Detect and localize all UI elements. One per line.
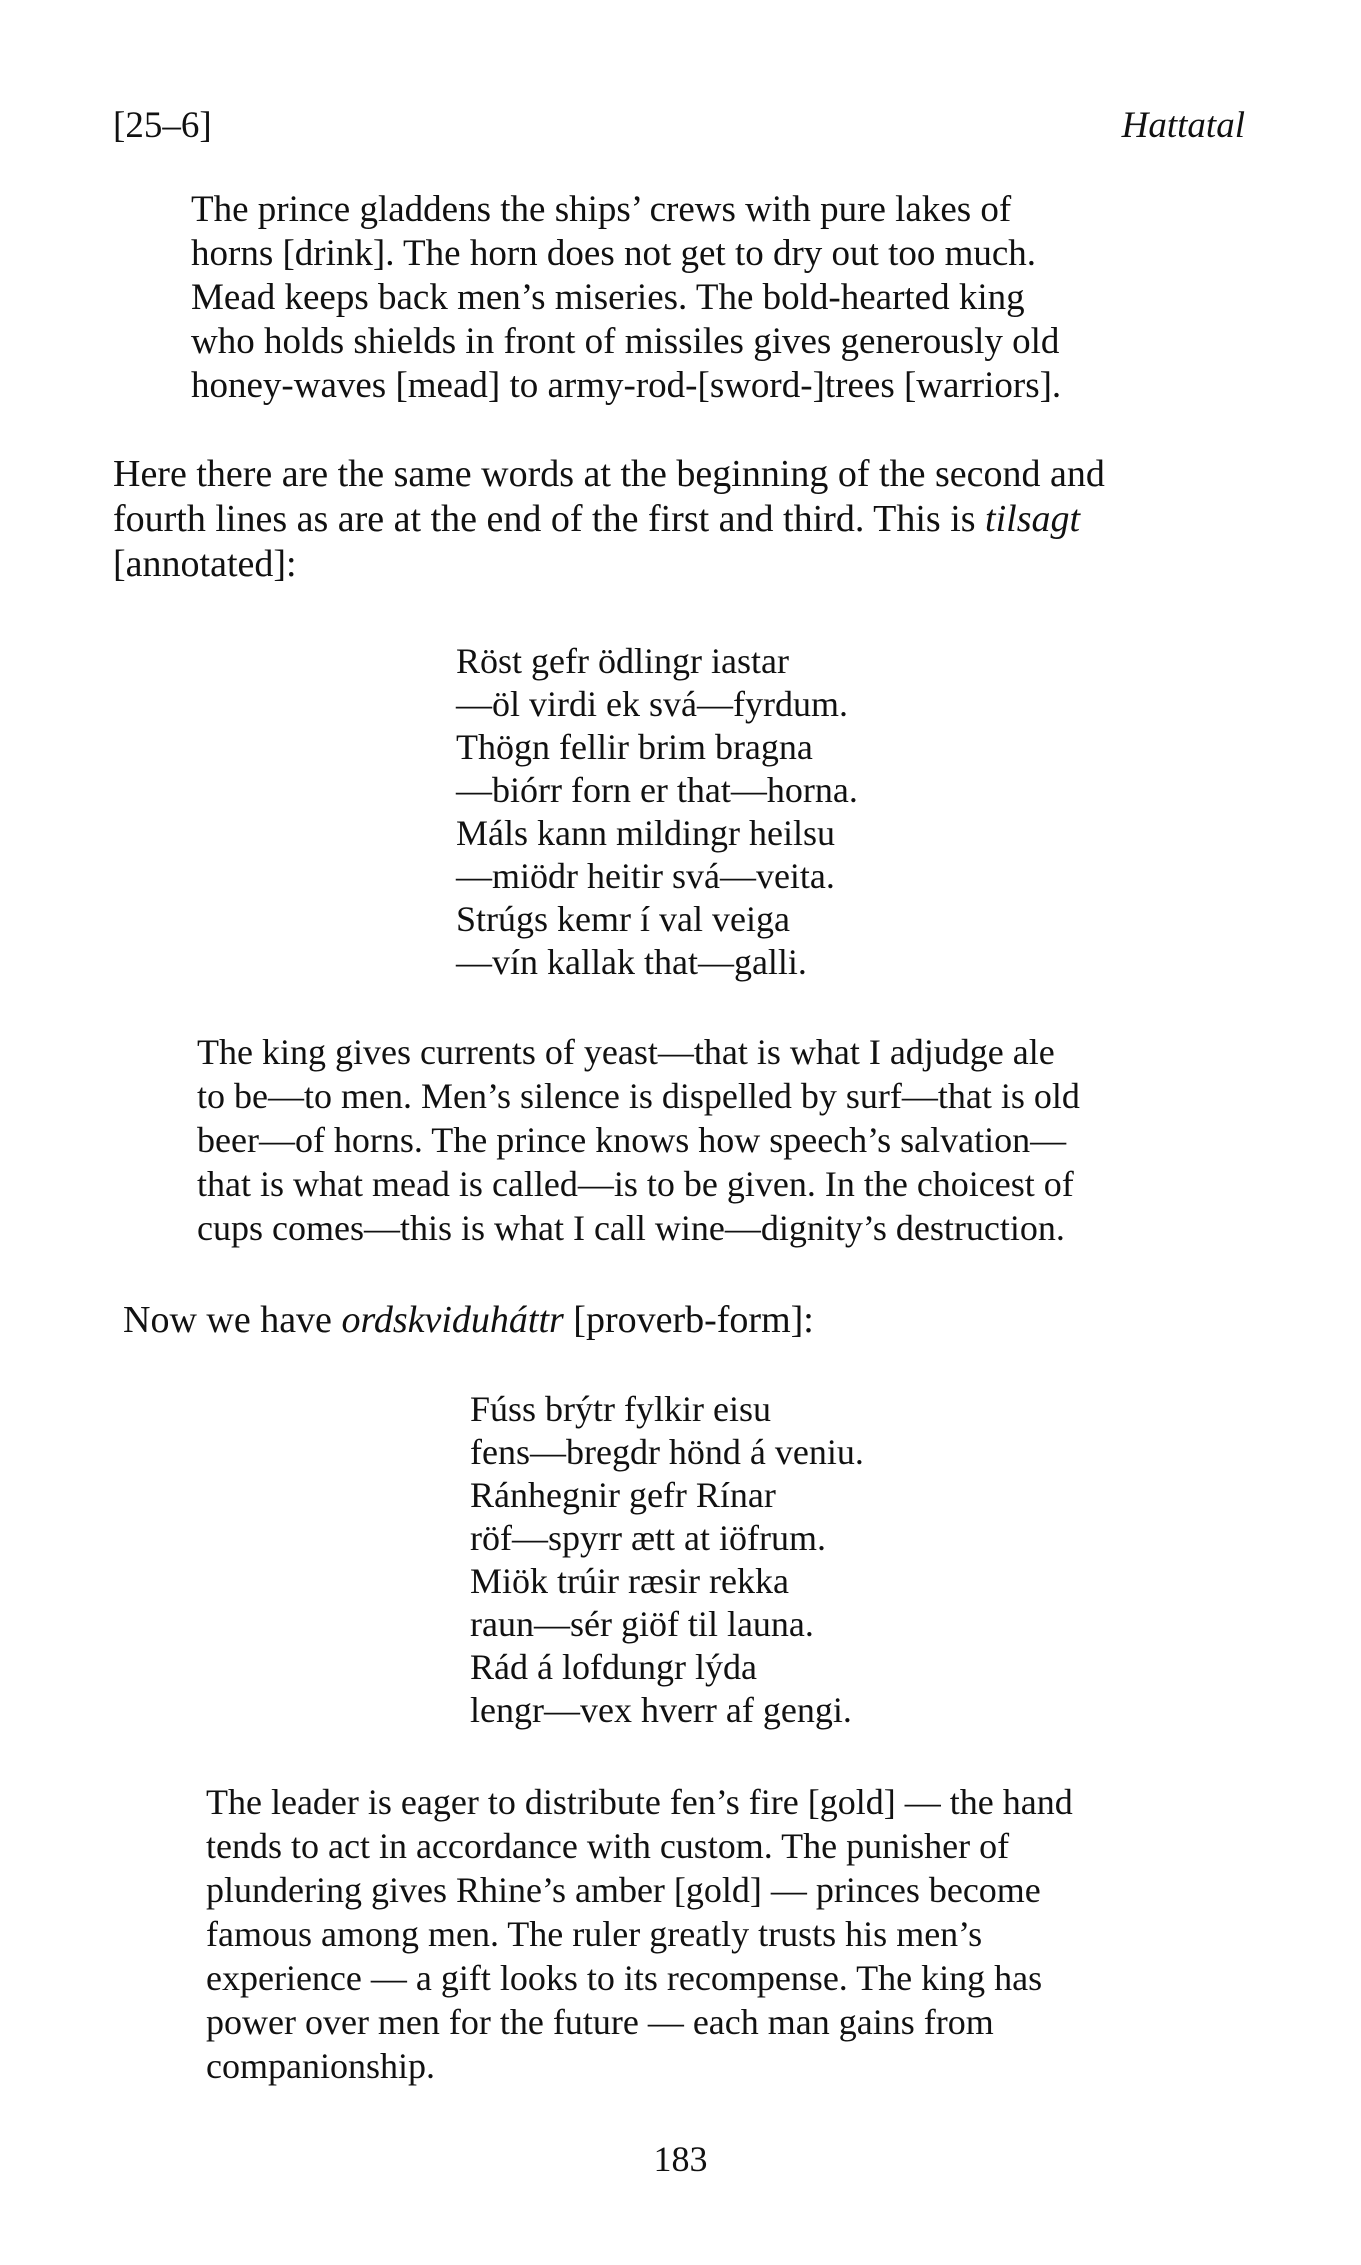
verse-line: —miödr heitir svá—veita. — [456, 856, 835, 896]
commentary-paragraph-1 — [113, 452, 1105, 587]
verse-line: —vín kallak that—galli. — [456, 942, 807, 982]
verse-line: raun—sér giöf til launa. — [470, 1604, 814, 1644]
text-segment: [proverb-form]: — [563, 1299, 814, 1341]
text-line: that is what mead is called—is to be given. In the choicest of — [197, 1164, 1074, 1204]
verse-line: Fúss brýtr fylkir eisu — [470, 1389, 771, 1429]
verse-form-term: tilsagt — [985, 498, 1081, 540]
text-line: [annotated]: — [113, 543, 297, 585]
text-line: The leader is eager to distribute fen’s fire [gold] — the hand — [206, 1782, 1073, 1822]
commentary-paragraph-2 — [123, 1298, 814, 1342]
translation-block-3 — [206, 1780, 1073, 2088]
verse-line: Rád á lofdungr lýda — [470, 1647, 757, 1687]
text-line: Mead keeps back men’s miseries. The bold-hearted king — [191, 277, 1025, 318]
text-line: plundering gives Rhine’s amber [gold] — princes become — [206, 1870, 1041, 1910]
text-line: horns [drink]. The horn does not get to dry out too much. — [191, 233, 1037, 274]
text-segment: fourth lines as are at the end of the first and third. This is — [113, 498, 986, 540]
translation-block-2 — [197, 1030, 1080, 1250]
section-reference: [25–6] — [113, 105, 212, 146]
translation-block-1 — [191, 188, 1061, 408]
text-line: honey-waves [mead] to army-rod-[sword-]trees [warriors]. — [191, 365, 1062, 406]
verse-line: Strúgs kemr í val veiga — [456, 899, 790, 939]
text-line: Here there are the same words at the beginning of the second and — [113, 453, 1105, 495]
page-number: 183 — [653, 2139, 708, 2179]
verse-line: —öl virdi ek svá—fyrdum. — [456, 684, 848, 724]
verse-line: Ránhegnir gefr Rínar — [470, 1475, 776, 1515]
text-line: experience — a gift looks to its recompense. The king has — [206, 1958, 1043, 1998]
verse-line: Máls kann mildingr heilsu — [456, 813, 835, 853]
text-line — [123, 1298, 814, 1342]
verse-line: lengr—vex hverr af gengi. — [470, 1690, 852, 1730]
text-line: to be—to men. Men’s silence is dispelled by surf—that is old — [197, 1076, 1080, 1116]
text-line: cups comes—this is what I call wine—dignity’s destruction. — [197, 1208, 1065, 1248]
text-line: The king gives currents of yeast—that is what I adjudge ale — [197, 1032, 1055, 1072]
text-segment: Now we have — [123, 1299, 342, 1341]
text-line: companionship. — [206, 2046, 435, 2086]
running-title: Hattatal — [1121, 105, 1245, 146]
verse-line: —biórr forn er that—horna. — [456, 770, 858, 810]
text-line: power over men for the future — each man gains from — [206, 2002, 994, 2042]
text-line — [113, 497, 1105, 542]
verse-line: Röst gefr ödlingr iastar — [456, 641, 789, 681]
text-line: beer—of horns. The prince knows how speech’s salvation— — [197, 1120, 1067, 1160]
text-line: tends to act in accordance with custom. The punisher of — [206, 1826, 1010, 1866]
old-norse-verse-1 — [456, 640, 858, 984]
verse-line: Miök trúir ræsir rekka — [470, 1561, 789, 1601]
text-line: famous among men. The ruler greatly trusts his men’s — [206, 1914, 983, 1954]
verse-line: fens—bregdr hönd á veniu. — [470, 1432, 864, 1472]
verse-form-term: ordskviduháttr — [341, 1299, 564, 1341]
verse-line: röf—spyrr ætt at iöfrum. — [470, 1518, 826, 1558]
text-line: who holds shields in front of missiles gives generously old — [191, 321, 1060, 362]
text-line: The prince gladdens the ships’ crews with pure lakes of — [191, 189, 1012, 230]
old-norse-verse-2 — [470, 1388, 864, 1732]
verse-line: Thögn fellir brim bragna — [456, 727, 813, 767]
